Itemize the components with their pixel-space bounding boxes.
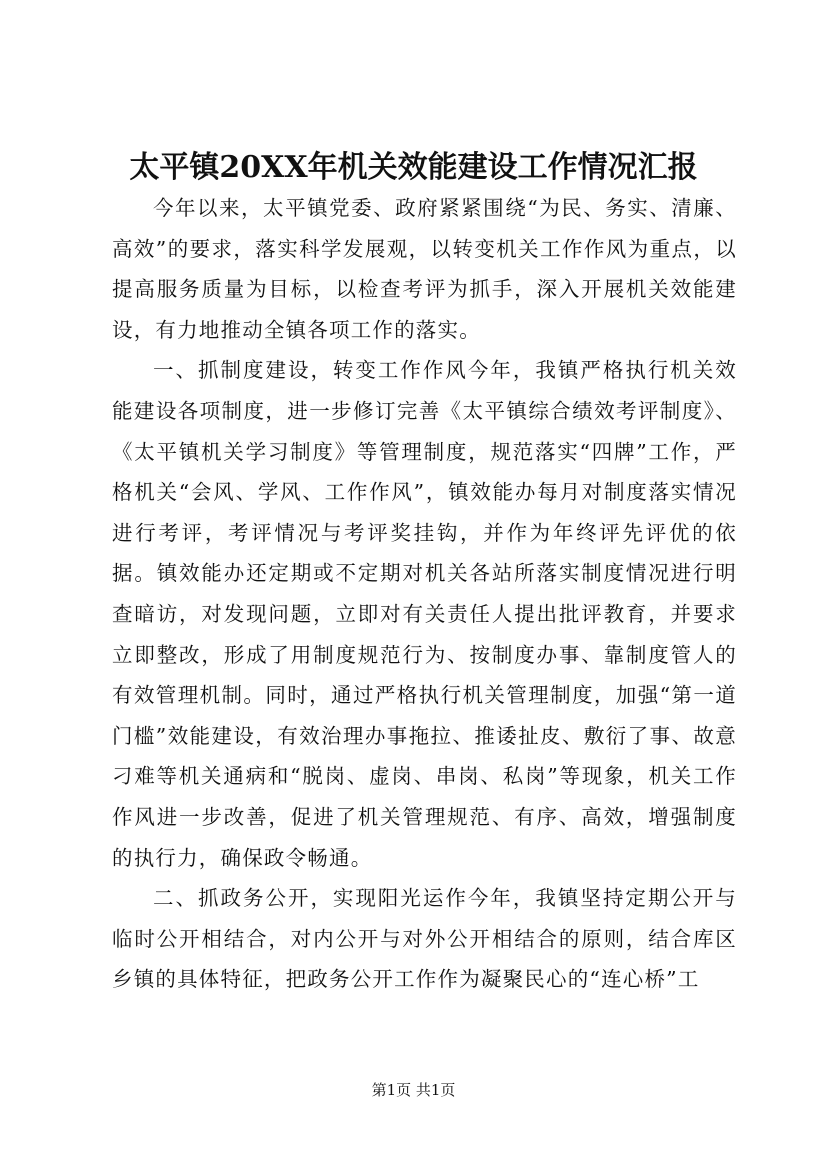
document-body: [112, 188, 737, 1000]
document-title: 太平镇20XX年机关效能建设工作情况汇报: [129, 150, 698, 185]
page-footer: 第1页 共1页: [371, 1081, 456, 1099]
paragraph-intro: 今年以来，太平镇党委、政府紧紧围绕“为民、务实、清廉、高效”的要求，落实科学发展观，以转变机关工作作风为重点，以提高服务质量为目标，以检查考评为抓手，深入开展机关效能建设，有力地推动全镇各项工作的落实。: [112, 196, 737, 342]
paragraph-institution-building: 一、抓制度建设，转变工作作风今年，我镇严格执行机关效能建设各项制度，进一步修订完善《太平镇综合绩效考评制度》、《太平镇机关学习制度》等管理制度，规范落实“四牌”工作，严格机关“会风、学风、工作作风”，镇效能办每月对制度落实情况进行考评，考评情况与考评奖挂钩，并作为年终评先评优的依据。镇效能办还定期或不定期对机关各站所落实制度情况进行明查暗访，对发现问题，立即对有关责任人提出批评教育，并要求立即整改，形成了用制度规范行为、按制度办事、靠制度管人的有效管理机制。同时，通过严格执行机关管理制度，加强“第一道门槛”效能建设，有效治理办事拖拉、推诿扯皮、敷衍了事、故意刁难等机关通病和“脱岗、虚岗、串岗、私岗”等现象，机关工作作风进一步改善，促进了机关管理规范、有序、高效，增强制度的执行力，确保政令畅通。: [112, 358, 737, 870]
paragraph-government-affairs-disclosure: 二、抓政务公开，实现阳光运作今年，我镇坚持定期公开与临时公开相结合，对内公开与对外公开相结合的原则，结合库区乡镇的具体特征，把政务公开工作作为凝聚民心的“连心桥”工: [112, 886, 737, 992]
